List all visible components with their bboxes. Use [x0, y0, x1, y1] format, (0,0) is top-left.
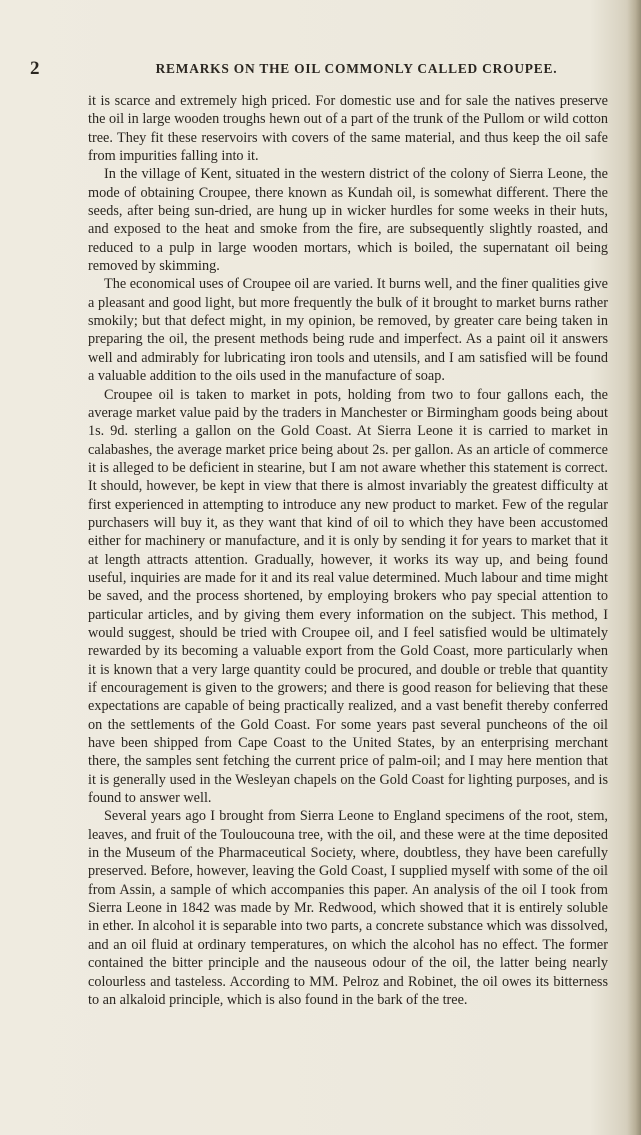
paragraph-4: Croupee oil is taken to market in pots, holding from two to four gallons each, the average market value paid by the traders in Manchester or Birmingham goods being about 1s. 9d. sterling a gallon on the Gold Coast. At Sierra Leone it is carried to market in calabashes, the average market price being about 2s. per gallon. As an article of commerce it is alleged to be deficient in stearine, but I am not aware whether this statement is correct. It should, however, be kept in view that there is almost invariably the greatest difficulty at first experienced in attempting to introduce any new product to market. Few of the regular purchasers will buy it, as they want that kind of oil to which they have been accustomed either for machinery or manufacture, and it is only by sending it for years to market that it at length attracts attention. Gradually, however, it works its way up, and being found useful, inquiries are made for it and its real value determined. Much labour and time might be saved, and the process shortened, by employing brokers who pay special attention to particular articles, and by giving them every information on the subject. This method, I would suggest, should be tried with Croupee oil, and I feel satisfied would be ultimately rewarded by its becoming a valuable export from the Gold Coast, more particularly when it is known that a very large quantity could be procured, and double or treble that quantity if encouragement is given to the growers; and there is good reason for believing that these expectations are capable of being practically realized, and a vast benefit thereby conferred on the settlements of the Gold Coast. For some years past several puncheons of the oil have been shipped from Cape Coast to the United States, by an enterprising merchant there, the samples sent fetching the current price of palm-oil; and I may here mention that it is generally used in the Wesleyan chapels on the Gold Coast for lighting purposes, and is found to answer well. — [88, 386, 608, 807]
running-head: REMARKS ON THE OIL COMMONLY CALLED CROUPEE. — [155, 61, 558, 76]
paragraph-1: it is scarce and extremely high priced. For domestic use and for sale the natives preserve the oil in large wooden troughs hewn out of a part of the trunk of the Pullom or wild cotton tree. They fit these reservoirs with covers of the same material, and thus keep the oil safe from impurities falling into it. — [88, 93, 608, 165]
paragraph-3: The economical uses of Croupee oil are varied. It burns well, and the finer qualities give a pleasant and good light, but more frequently the bulk of it brought to market burns rather smokily; but that defect might, in my opinion, be removed, by greater care being taken in preparing the oil, the present methods being rude and imperfect. As a paint oil it answers well and admirably for lubricating iron tools and utensils, and I am satisfied will be found a valuable addition to the oils used in the manufacture of soap. — [88, 276, 608, 385]
body-text — [88, 92, 608, 1009]
paragraph-5: Several years ago I brought from Sierra Leone to England specimens of the root, stem, leaves, and fruit of the Touloucouna tree, with the oil, and these were at the time deposited in the Museum of the Pharmaceutical Society, where, doubtless, they have been carefully preserved. Before, however, leaving the Gold Coast, I supplied myself with some of the oil from Assin, a sample of which accompanies this paper. An analysis of the oil I took from Sierra Leone in 1842 was made by Mr. Redwood, which showed that it is entirely soluble in ether. In alcohol it is separable into two parts, a concrete substance which was dissolved, and an oil fluid at ordinary temperatures, on which the alcohol has no effect. The former contained the bitter principle and the nauseous odour of the oil, the latter being nearly colourless and tasteless. According to MM. Pelroz and Robinet, the oil owes its bitterness to an alkaloid principle, which is also found in the bark of the tree. — [88, 808, 608, 1008]
page-number: 2 — [30, 58, 40, 79]
page-edge-shadow — [627, 0, 641, 1135]
page-header — [30, 58, 613, 80]
paragraph-2: In the village of Kent, situated in the western district of the colony of Sierra Leone, the mode of obtaining Croupee, there known as Kundah oil, is somewhat different. There the seeds, after being sun-dried, are hung up in wicker hurdles for some weeks in their huts, and exposed to the heat and smoke from the fire, are subsequently slightly roasted, and reduced to a pulp in large wooden mortars, which is boiled, the supernatant oil being removed by skimming. — [88, 166, 608, 275]
